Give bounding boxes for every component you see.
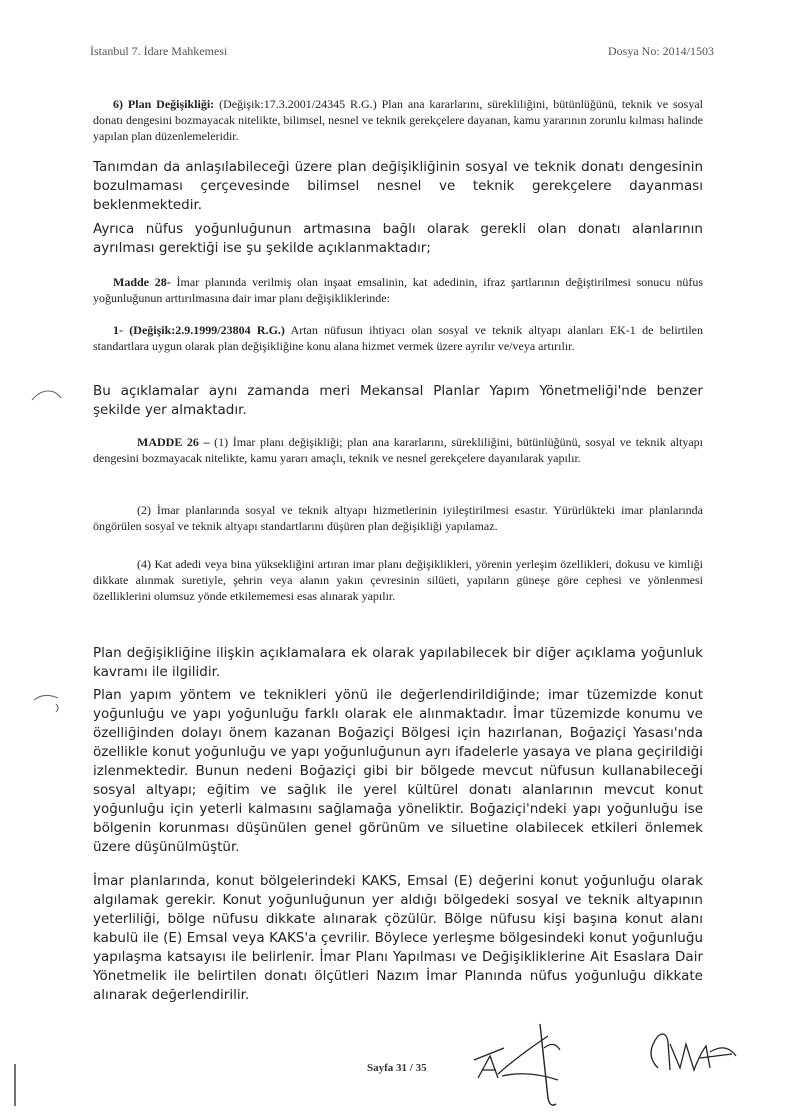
paragraph-tanim: Tanımdan da anlaşılabileceği üzere plan değişikliğinin sosyal ve teknik donatı dengesinin bozulmaması çerçevesinde bilimsel nesnel ve teknik gerekçelere dayanması beklenmektedir. [93, 159, 703, 213]
paragraph-plan-degisikligi [93, 96, 703, 144]
paragraph-madde-26 [93, 434, 703, 466]
paragraph-plan-degisikligine: Plan değişikliğine ilişkin açıklamalara ek olarak yapılabilecek bir diğer açıklama yoğunluk kavramı ile ilgilidir. [93, 645, 703, 680]
margin-mark-icon [28, 386, 68, 406]
paragraph-bu-aciklamalar: Bu açıklamalar aynı zamanda meri Mekansal Planlar Yapım Yönetmeliği'nde benzer şekilde yer almaktadır. [93, 383, 703, 418]
paragraph-madde-28-bent-1 [93, 322, 703, 354]
paragraph-text: (1) İmar planı değişikliği; plan ana kararlarını, sürekliliğini, bütünlüğünü, sosyal ve teknik altyapı dengesini bozmayacak nitelikte, kamu yararı amaçlı, teknik ve nesnel gerekçelere dayanılarak yapılır. [93, 435, 704, 465]
court-name: İstanbul 7. İdare Mahkemesi [90, 44, 228, 58]
page-number: Sayfa 31 / 35 [367, 1062, 427, 1074]
paragraph-madde-28 [93, 274, 703, 306]
paragraph-imar-planlarinda: İmar planlarında, konut bölgelerindeki KAKS, Emsal (E) değerini konut yoğunluğu olarak algılamak gerekir. Konut yoğunluğunun yer aldığı bölgedeki sosyal ve teknik altyapının yeterliliği, bölge nüfusu dikkate alınarak çözülür. Bölge nüfusu kişi başına konut alanı kabulü ile (E) Emsal veya KAKS'a çevrilir. Böylece yerleşme bölgesindeki konut yoğunluğu yapılaşma katsayısı ile belirlenir. İmar Planı Yapılması ve Değişikliklerine Ait Esaslara Dair Yönetmelik ile belirtilen donatı ölçütleri Nazım İmar Planında nüfus yoğunluğu dikkate alınarak değerlendirilir. [93, 873, 703, 1003]
paragraph-text: (Değişik:17.3.2001/24345 R.G.) Plan ana kararlarını, sürekliliğini, bütünlüğünü, teknik ve sosyal donatı dengesini bozmayacak nitelikte, bilimsel, nesnel ve teknik gerekçelere dayanan, kamu yararının zorunlu kılması halinde yapılan plan düzenlemeleridir. [93, 97, 703, 143]
signature-icon [468, 1020, 578, 1110]
paragraph-text: İmar planında verilmiş olan inşaat emsalinin, kat adedinin, ifraz şartlarının değiştirilmesi sonucu nüfus yoğunluğunun arttırılmasına dair imar planı değişikliklerinde: [93, 275, 703, 305]
paragraph-title: 1- (Değişik:2.9.1999/23804 R.G.) [113, 323, 285, 337]
paragraph-text: Artan nüfusun ihtiyacı olan sosyal ve teknik altyapı alanları EK-1 de belirtilen standartlara uygun olarak plan değişikliğine konu alana hizmet vermek üzere ayrılır ve/veya artırılır. [93, 323, 704, 353]
margin-mark-icon [30, 690, 70, 714]
paragraph-madde-26-fikra-2: (2) İmar planlarında sosyal ve teknik altyapı hizmetlerinin iyileştirilmesi esastır. Yürürlükteki imar planlarında öngörülen sosyal ve teknik altyapı standartlarını düşüren plan değişikliği yapılamaz. [93, 503, 703, 533]
paragraph-title: MADDE 26 – [137, 435, 210, 449]
paragraph-madde-26-fikra-4: (4) Kat adedi veya bina yüksekliğini artıran imar planı değişiklikleri, yörenin yerleşim özellikleri, dokusu ve kimliği dikkate alınmak suretiyle, şehrin veya alanın yakın çevresinin silüeti, yapıların güneşe göre cephesi ve yönlenmesi özelliklerini olumsuz yönde etkilememesi esas alınarak yapılır. [93, 557, 703, 603]
scan-edge-mark [10, 1060, 20, 1110]
signature-icon [640, 1024, 750, 1084]
paragraph-ayrica: Ayrıca nüfus yoğunluğunun artmasına bağlı olarak gerekli olan donatı alanlarının ayrılması gerektiği ise şu şekilde açıklanmaktadır; [93, 221, 703, 256]
paragraph-title: Madde 28- [113, 275, 171, 289]
paragraph-title: 6) Plan Değişikliği: [113, 97, 215, 111]
paragraph-plan-yapim: Plan yapım yöntem ve teknikleri yönü ile değerlendirildiğinde; imar tüzemizde konut yoğunluğu ve yapı yoğunluğu farklı olarak ele alınmaktadır. İmar tüzemizde konumu ve özelliğinden dolayı önem kazanan Boğaziçi Bölgesi için hazırlanan, Boğaziçi Yasası'nda özellikle konut yoğunluğu ve yapı yoğunluğunun ayrı ifadelerle yasaya ve plana geçirildiği izlenmektedir. Bunun nedeni Boğaziçi gibi bir bölgede mevcut nüfusun kullanabileceği sosyal altyapı; eğitim ve sağlık ile yerel kültürel donatı alanlarının mevcut konut yoğunluğu için yeterli kalmasını sağlamağa yöneliktir. Boğaziçi'ndeki yapı yoğunluğu ise bölgenin korunması düşünülen genel görünüm ve siluetine olabilecek etkileri önlemek üzere düşünülmüştür. [93, 687, 703, 855]
file-number: Dosya No: 2014/1503 [608, 44, 714, 58]
